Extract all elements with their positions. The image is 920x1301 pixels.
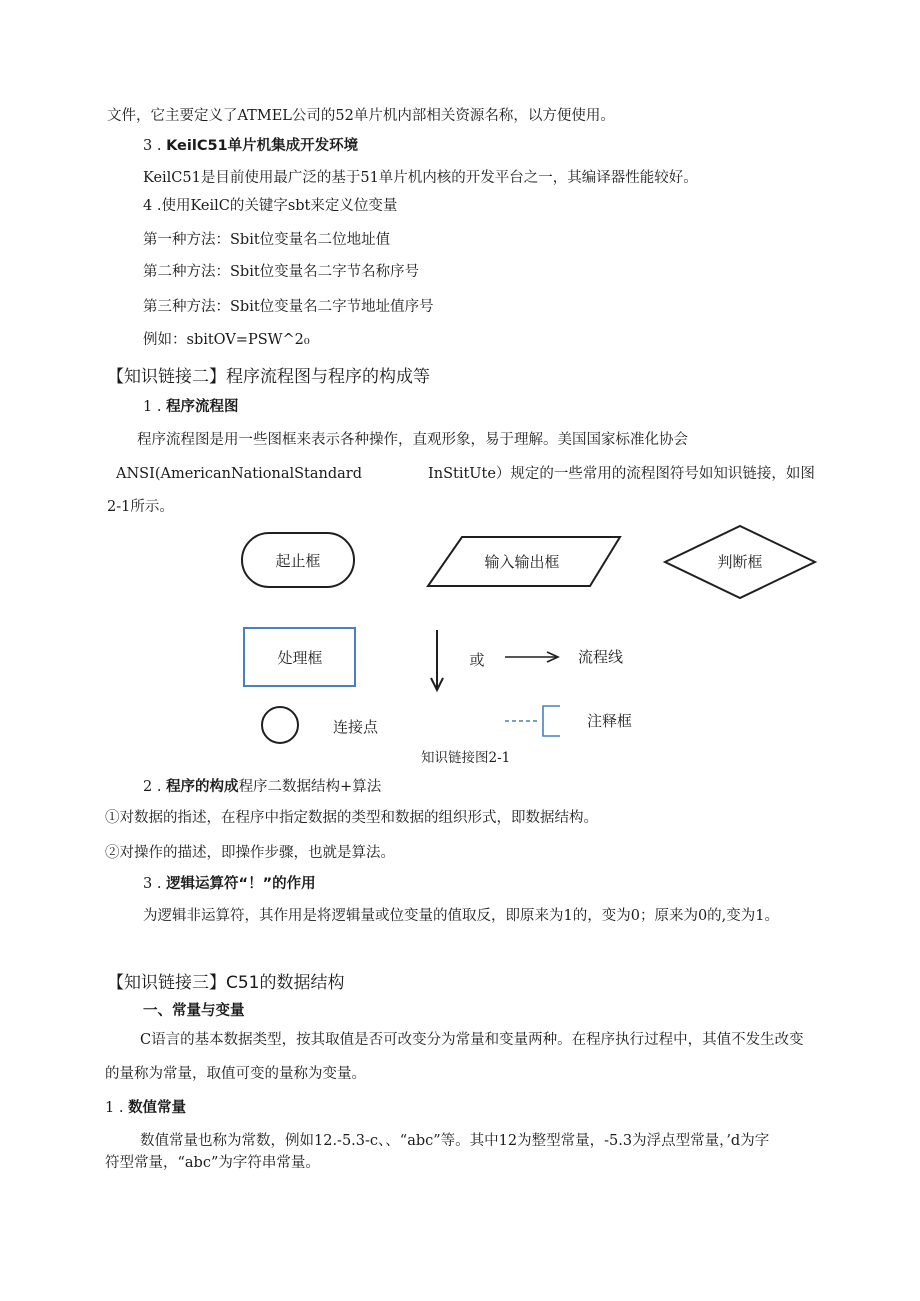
- text-line: ②对操作的描述，即操作步骤，也就是算法。: [105, 845, 395, 861]
- text-line: 程序流程图是用一些图框来表示各种操作，直观形象，易于理解。美国国家标准化协会: [137, 432, 688, 448]
- section-number: 2 .: [143, 779, 162, 795]
- text-line: 2-1所示。: [107, 499, 174, 515]
- subsection-heading: [105, 1098, 186, 1118]
- terminal-label: 起止框: [275, 552, 321, 570]
- section-title: KeilC51单片机集成开发环境: [166, 138, 359, 154]
- text-line: ①对数据的指述，在程序中指定数据的类型和数据的组织形式，即数据结构。: [105, 810, 598, 826]
- text-line: ANSI(AmericanNationalStandard: [116, 466, 362, 482]
- text-line: 数值常量也称为常数，例如12.-5.3-c、、“abc”等。其中12为整型常量，-5.3为浮点型常量，’d为字: [140, 1133, 770, 1149]
- knowledge-link-2-heading: 【知识链接二】程序流程图与程序的构成等: [107, 367, 430, 387]
- section-text: 程序二数据结构+算法: [238, 779, 382, 795]
- section-number: 1 .: [105, 1100, 124, 1116]
- section-title: 逻辑运算符“！”的作用: [166, 876, 316, 892]
- text-line: 第三种方法：Sbit位变量名二字节地址值序号: [143, 299, 434, 315]
- subsection-3-heading: [143, 874, 316, 894]
- process-label: 处理框: [277, 649, 323, 667]
- decision-label: 判断框: [717, 553, 763, 571]
- subsection-1-heading: [143, 397, 239, 417]
- section-number: 1 .: [143, 399, 162, 415]
- subsection-heading: 一、常量与变量: [143, 1003, 245, 1019]
- connector-label: 连接点: [333, 718, 379, 736]
- knowledge-link-3-heading: 【知识链接三】C51的数据结构: [107, 973, 345, 993]
- connector-symbol: [262, 707, 298, 743]
- figure-caption: 知识链接图2-1: [421, 750, 511, 766]
- annotation-bracket: [543, 706, 560, 736]
- text-line: 例如：sbitOV=PSW^2₀: [143, 332, 310, 348]
- text-line: 符型常量，“abc”为字符串常量。: [105, 1155, 320, 1171]
- section-number: 3 .: [143, 876, 162, 892]
- io-label: 输入输出框: [484, 553, 560, 571]
- text-line: 为逻辑非运算符，其作用是将逻辑量或位变量的值取反，即原来为1的，变为0；原来为0的,变为1。: [143, 908, 780, 924]
- flowchart-symbols-figure: [0, 520, 920, 770]
- section-title: 数值常量: [128, 1100, 187, 1116]
- subsection-2-heading: [143, 777, 381, 797]
- text-line: 文件，它主要定义了ATMEL公司的52单片机内部相关资源名称，以方便使用。: [107, 108, 615, 124]
- flowline-label: 流程线: [578, 648, 624, 666]
- or-label: 或: [469, 651, 485, 669]
- section-title: 程序的构成: [166, 779, 239, 795]
- section-3-heading: [143, 136, 358, 156]
- text-line: C语言的基本数据类型，按其取值是否可改变分为常量和变量两种。在程序执行过程中，其值不发生改变: [140, 1032, 804, 1048]
- text-line: 的量称为常量，取值可变的量称为变量。: [105, 1066, 366, 1082]
- text-line: 第二种方法：Sbit位变量名二字节名称序号: [143, 264, 420, 280]
- annotation-label: 注释框: [587, 712, 633, 730]
- text-line: 第一种方法：Sbit位变量名二位地址值: [143, 232, 391, 248]
- text-line: InStitUte）规定的一些常用的流程图符号如知识链接，如图: [428, 466, 815, 482]
- section-4-heading: 4 .使用KeilC的关键字sbt来定义位变量: [143, 198, 398, 214]
- text-line: KeilC51是目前使用最广泛的基于51单片机内核的开发平台之一，其编译器性能较好。: [143, 170, 698, 186]
- section-title: 程序流程图: [166, 399, 239, 415]
- section-number: 3 .: [143, 138, 162, 154]
